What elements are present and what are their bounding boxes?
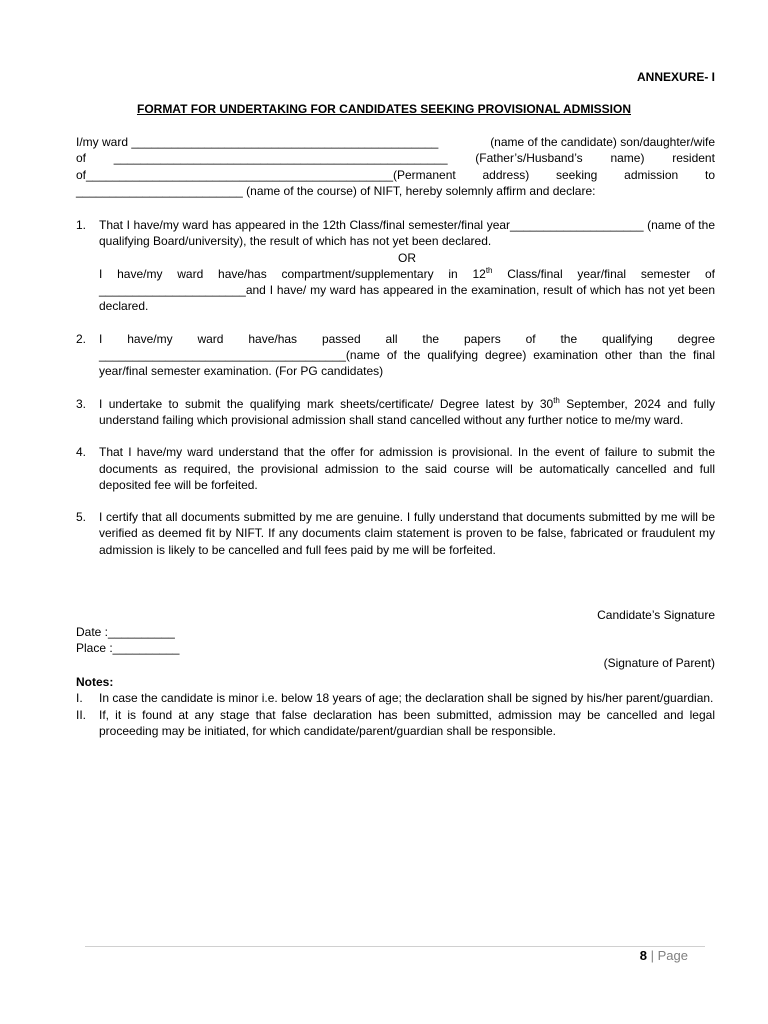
item-3-superscript: th <box>553 395 560 405</box>
candidate-signature: Candidate’s Signature <box>597 608 715 622</box>
notes-section <box>76 674 715 739</box>
note-number: I. <box>76 691 83 706</box>
item-3-part-b: September, 2024 and fully understand failing which provisional admission shall stand cancelled without any further notice to me/my ward. <box>99 396 715 427</box>
list-item <box>76 444 715 493</box>
item-1-or: OR <box>398 250 416 265</box>
note-text: If, it is found at any stage that false declaration has been submitted, admission may be cancelled and legal proceeding may be initiated, for which candidate/parent/guardian shall be responsible. <box>99 707 715 738</box>
item-1-part-2-a: I have/my ward have/has compartment/supplementary in 12 <box>99 266 486 281</box>
document-title: FORMAT FOR UNDERTAKING FOR CANDIDATES SEEKING PROVISIONAL ADMISSION <box>136 102 631 116</box>
list-item <box>76 396 715 429</box>
item-body: I have/my ward have/has passed all the papers of the qualifying degree _____________________________________(name of the qualifying degree) examination other than the final year/final semester examination. (For PG candidates) <box>99 331 715 379</box>
intro-line-2-e: resident <box>672 151 715 166</box>
item-1-part-2 <box>99 266 715 315</box>
item-number: 2. <box>76 331 87 346</box>
footer-separator: | <box>650 948 654 963</box>
intro-line-2-b: __________________________________________________ <box>113 151 448 166</box>
intro-line-2 <box>76 150 715 166</box>
footer-divider <box>85 946 705 947</box>
intro-line-1 <box>76 134 715 150</box>
declaration-list <box>76 217 715 574</box>
item-1-superscript: th <box>485 265 493 275</box>
list-item <box>76 331 715 380</box>
intro-line-3-e: to <box>704 167 715 182</box>
item-body <box>99 396 715 429</box>
note-item <box>76 690 715 706</box>
item-body <box>99 217 715 315</box>
intro-line-3-a: of______________________________________________(Permanent <box>76 167 456 182</box>
date-field: Date :__________ <box>76 625 175 639</box>
notes-title: Notes: <box>76 675 114 689</box>
intro-line-3-b: address) <box>482 167 530 182</box>
list-item <box>76 509 715 558</box>
page-number: 8 <box>639 948 647 963</box>
note-item <box>76 707 715 740</box>
intro-line-3 <box>76 167 715 183</box>
annexure-label: ANNEXURE- I <box>636 70 715 84</box>
item-1-part-2-b: Class/final year/final semester of ______________________and I have/ my ward has appeared in the examination, result of which has not yet been declared. <box>99 266 715 314</box>
item-3-part-a: I undertake to submit the qualifying mark sheets/certificate/ Degree latest by 30 <box>99 396 554 411</box>
place-field: Place :__________ <box>76 641 180 655</box>
parent-signature: (Signature of Parent) <box>603 656 715 670</box>
list-item <box>76 217 715 315</box>
item-number: 5. <box>76 510 87 525</box>
intro-line-1-a: I/my ward ______________________________________________ <box>76 135 439 149</box>
page-label: Page <box>657 948 688 963</box>
intro-line-1-b: (name of the candidate) son/daughter/wife <box>490 135 715 149</box>
intro-line-4: _________________________ (name of the course) of NIFT, hereby solemnly affirm and declare: <box>76 183 596 198</box>
intro-line-2-d: name) <box>610 151 645 166</box>
item-body: I certify that all documents submitted by me are genuine. I fully understand that documents submitted by me will be verified as deemed fit by NIFT. If any documents claim statement is proven to be false, fabricated or fraudulent my admission is likely to be cancelled and full fees paid by me will be forfeited. <box>99 510 715 557</box>
item-1-part-1: That I have/my ward has appeared in the 12th Class/final semester/final year____________________ (name of the qualifying Board/university), the result of which has not yet been declared. <box>99 218 715 249</box>
intro-paragraph <box>76 134 715 199</box>
note-number: II. <box>76 707 87 722</box>
intro-line-2-c: (Father’s/Husband’s <box>475 151 583 166</box>
note-text: In case the candidate is minor i.e. below 18 years of age; the declaration shall be signed by his/her parent/guardian. <box>99 691 714 706</box>
item-number: 1. <box>76 218 87 232</box>
item-body: That I have/my ward understand that the offer for admission is provisional. In the event of failure to submit the documents as required, the provisional admission to the said course will be automatically cancelled and full deposited fee will be forfeited. <box>99 445 715 492</box>
intro-line-2-a: of <box>76 151 87 166</box>
item-number: 3. <box>76 396 87 411</box>
intro-line-3-c: seeking <box>555 167 598 182</box>
item-number: 4. <box>76 445 87 460</box>
intro-line-3-d: admission <box>624 167 679 182</box>
page-footer <box>640 948 688 963</box>
